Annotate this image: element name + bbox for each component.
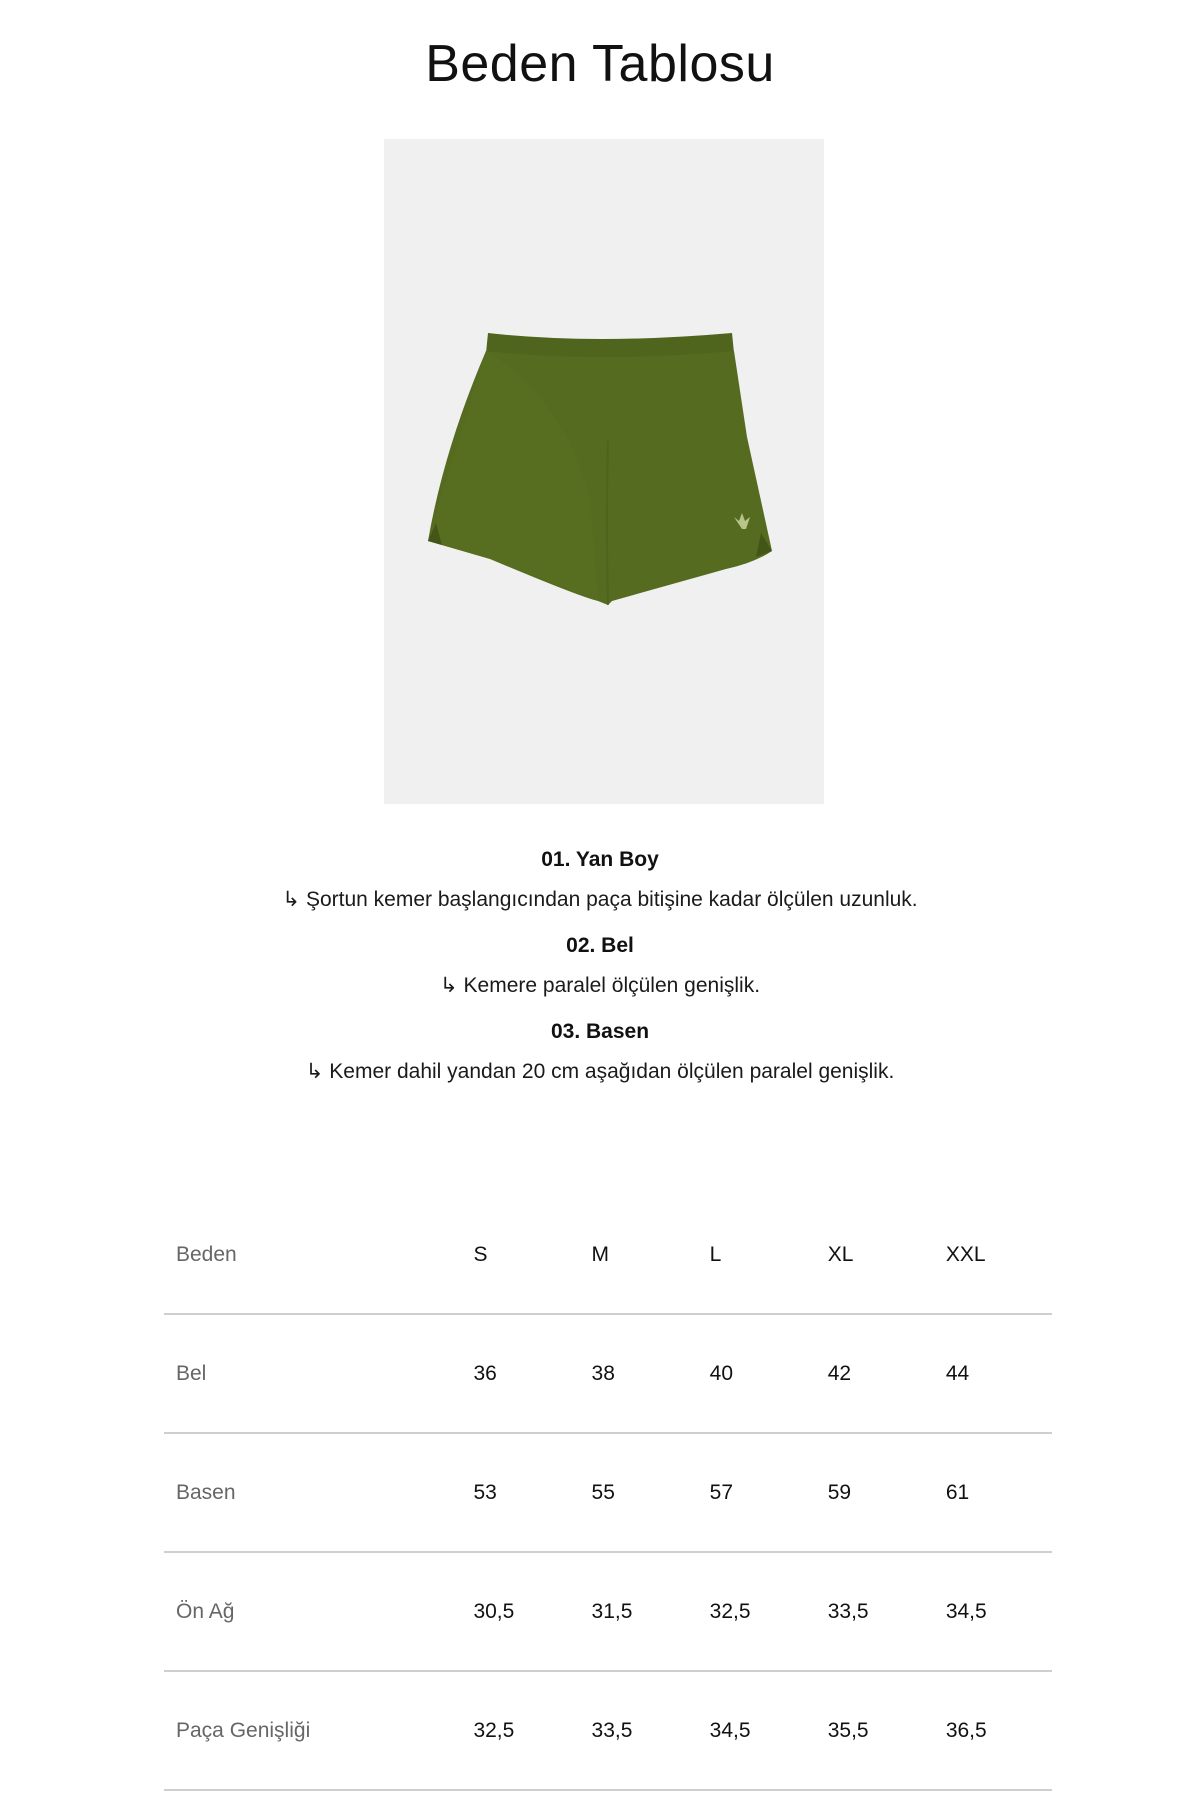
table-cell: Bel [164,1314,461,1433]
table-cell: 32,5 [698,1552,816,1671]
table-cell: Basen [164,1433,461,1552]
table-row [164,1314,1052,1433]
table-cell: Ön Ağ [164,1552,461,1671]
product-image [384,139,824,804]
table-cell: 36,5 [934,1671,1052,1790]
table-cell: 34,5 [934,1552,1052,1671]
measure-yan-boy [0,846,1200,914]
table-cell: 36 [461,1314,579,1433]
table-row [164,1671,1052,1790]
size-table [164,1196,1052,1791]
table-header-cell: L [698,1196,816,1314]
table-cell: 31,5 [580,1552,698,1671]
table-cell: 40 [698,1314,816,1433]
table-cell: 33,5 [816,1552,934,1671]
measure-title: 02. Bel [566,934,634,957]
measure-description: ↳ Kemer dahil yandan 20 cm aşağıdan ölçülen paralel genişlik. [0,1058,1200,1086]
page-title: Beden Tablosu [425,35,775,93]
measure-bel [0,932,1200,1000]
table-cell: 44 [934,1314,1052,1433]
table-row [164,1433,1052,1552]
table-header-cell: Beden [164,1196,461,1314]
arrow-icon: ↳ [439,974,458,997]
arrow-icon: ↳ [305,1060,324,1083]
table-cell: 35,5 [816,1671,934,1790]
table-cell: 55 [580,1433,698,1552]
measure-title: 03. Basen [550,1020,650,1043]
table-cell: 59 [816,1433,934,1552]
table-cell: 33,5 [580,1671,698,1790]
table-cell: 32,5 [461,1671,579,1790]
table-cell: 42 [816,1314,934,1433]
table-header-cell: XXL [934,1196,1052,1314]
table-cell: Paça Genişliği [164,1671,461,1790]
table-row [164,1552,1052,1671]
shorts-image [384,139,824,804]
measure-description: ↳ Kemere paralel ölçülen genişlik. [0,972,1200,1000]
table-cell: 30,5 [461,1552,579,1671]
measure-description: ↳ Şortun kemer başlangıcından paça bitişine kadar ölçülen uzunluk. [0,886,1200,914]
table-header-cell: M [580,1196,698,1314]
measurement-guide [0,846,1200,1104]
table-cell: 38 [580,1314,698,1433]
table-header-cell: XL [816,1196,934,1314]
measure-basen [0,1018,1200,1086]
table-cell: 34,5 [698,1671,816,1790]
measure-title: 01. Yan Boy [541,848,659,871]
arrow-icon: ↳ [282,888,300,911]
table-cell: 57 [698,1433,816,1552]
table-cell: 61 [934,1433,1052,1552]
table-header-cell: S [461,1196,579,1314]
table-cell: 53 [461,1433,579,1552]
table-header-row [164,1196,1052,1314]
